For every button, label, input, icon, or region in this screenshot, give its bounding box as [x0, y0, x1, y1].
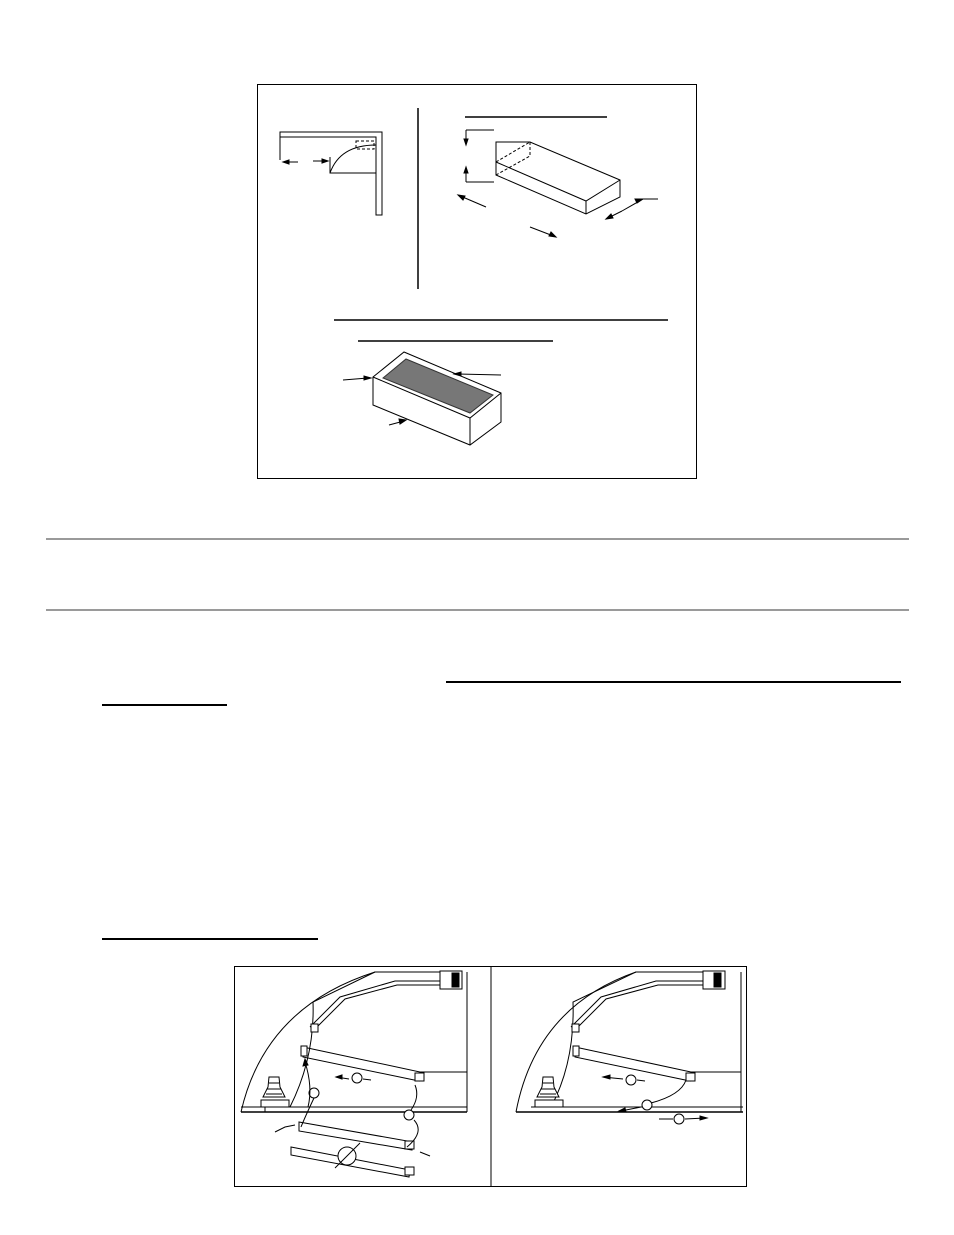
body-text-block	[102, 700, 902, 930]
section-heading-underline	[102, 938, 318, 940]
bracket-corner-section-icon	[280, 132, 382, 215]
lamp-replacement-drawing	[235, 967, 746, 1186]
note-bottom-rule	[46, 609, 909, 611]
note-top-rule	[46, 538, 909, 540]
lamp-replacement-figure	[234, 966, 747, 1187]
note-band	[46, 542, 909, 608]
lamp-removal-step-icon	[241, 971, 467, 1177]
heading-underline-1	[446, 681, 901, 683]
filter-figure	[257, 84, 697, 479]
filter-box-dimension-icon	[458, 117, 658, 237]
pleated-filter-element-icon	[334, 320, 668, 445]
lamp-installation-step-icon	[516, 971, 743, 1124]
filter-figure-drawing	[258, 85, 696, 478]
